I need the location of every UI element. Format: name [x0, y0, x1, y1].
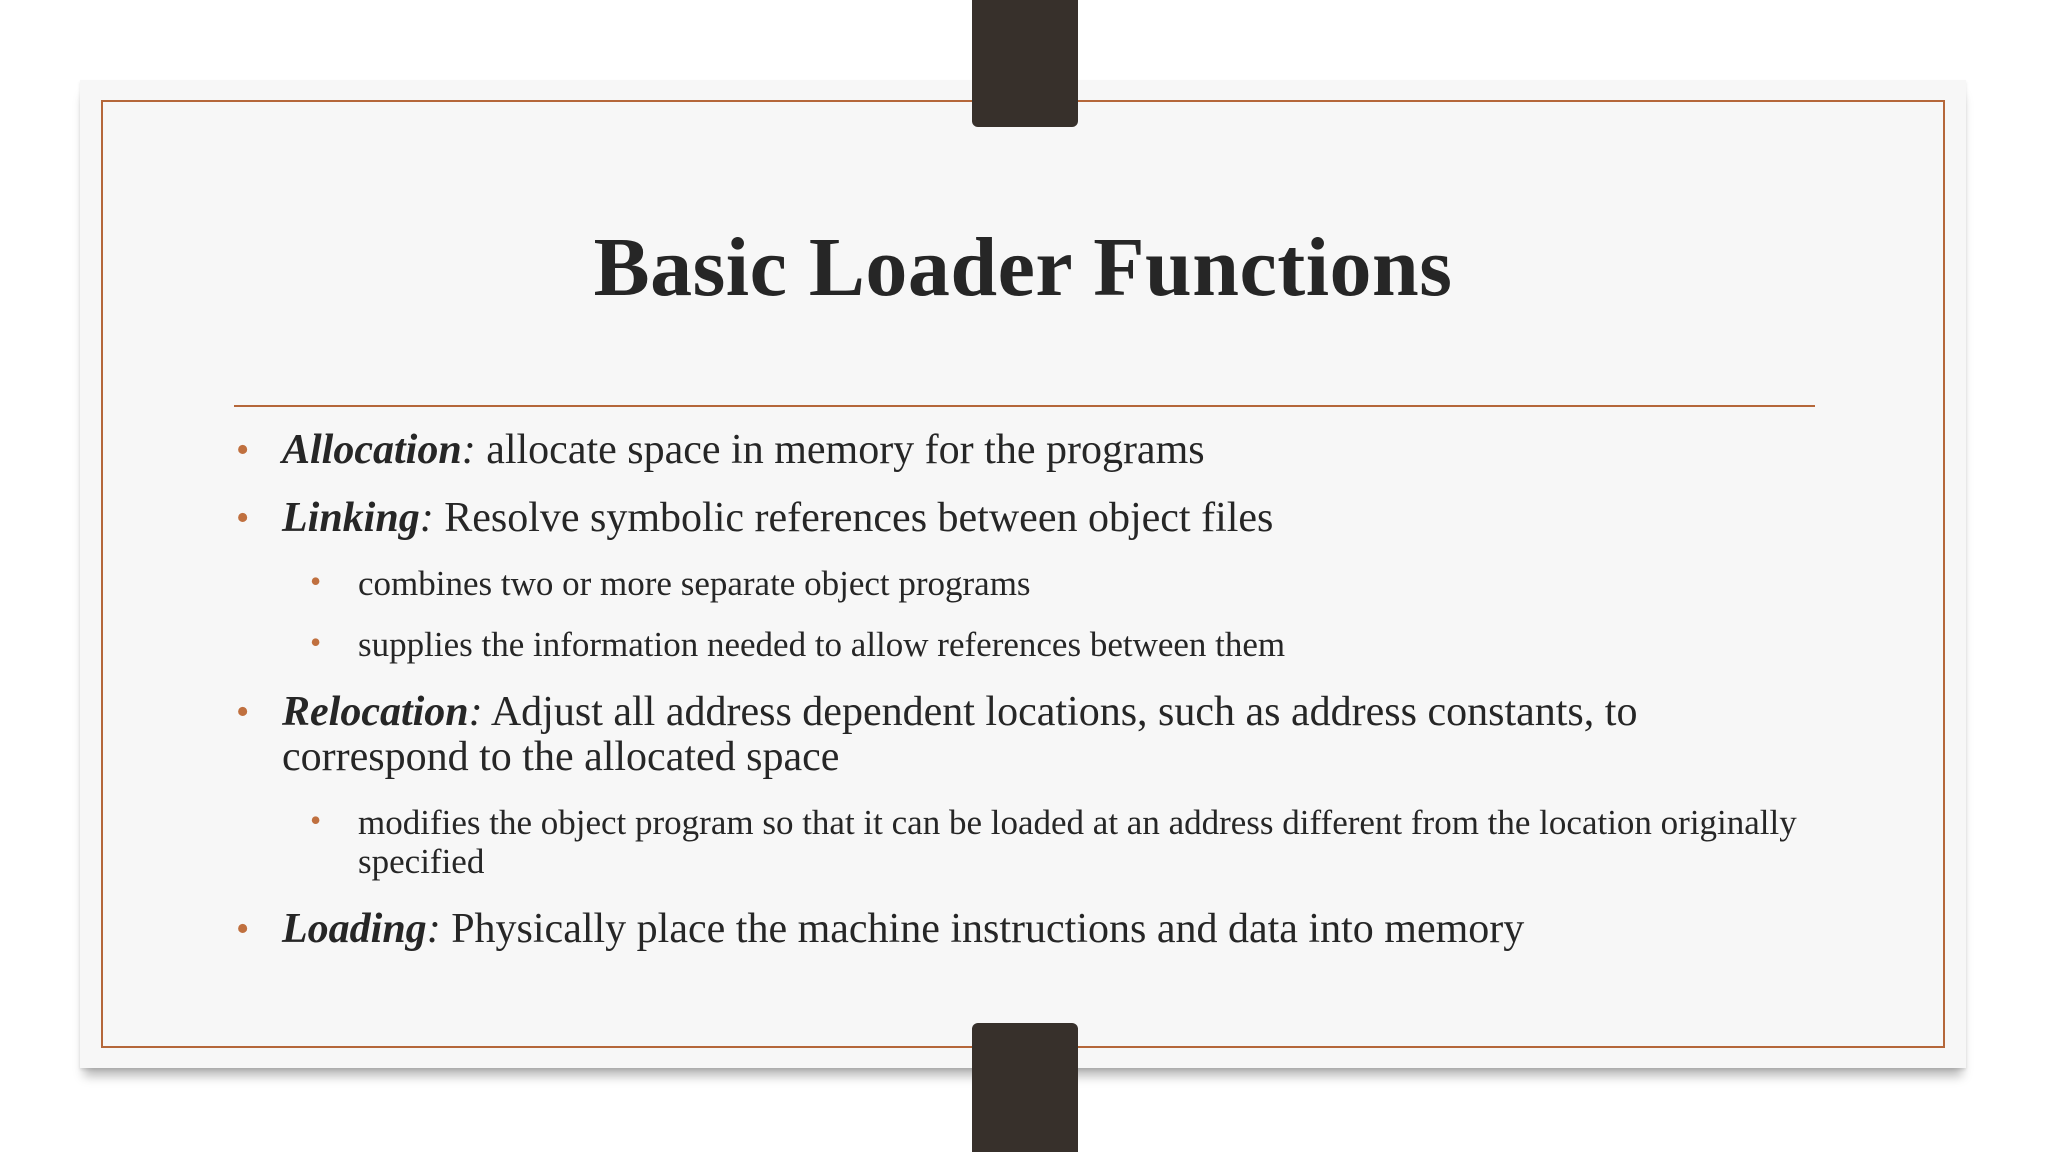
- sub-bullet-text: modifies the object program so that it can be loaded at an address different from the location originally specified: [358, 803, 1797, 881]
- term-separator: :: [468, 689, 483, 735]
- decorative-post-bottom: [972, 1023, 1078, 1152]
- bullet-dot-icon: •: [236, 908, 250, 950]
- bullet-text: Adjust all address dependent locations, such as address constants, to correspond to the allocated space: [282, 689, 1638, 780]
- slide-title: Basic Loader Functions: [593, 221, 1453, 314]
- bullet-dot-icon: •: [236, 429, 250, 471]
- bullet-linking: [236, 496, 1816, 541]
- bullet-list: [236, 428, 1816, 975]
- bullet-text: Physically place the machine instructions and data into memory: [440, 906, 1525, 952]
- bullet-dot-icon: •: [236, 497, 250, 539]
- bullet-text: allocate space in memory for the programs: [475, 427, 1205, 473]
- bullet-allocation: [236, 428, 1816, 473]
- term-loading: Loading: [282, 906, 427, 952]
- bullet-relocation: [236, 690, 1816, 780]
- sub-bullet-relocation-1: [236, 803, 1816, 881]
- title-divider: [234, 405, 1815, 407]
- sub-bullet-text: supplies the information needed to allow references between them: [358, 625, 1286, 664]
- sub-bullet-linking-2: [236, 625, 1816, 664]
- term-allocation: Allocation: [282, 427, 462, 473]
- term-separator: :: [426, 906, 441, 952]
- bullet-loading: [236, 907, 1816, 952]
- bullet-dot-icon: •: [310, 802, 322, 838]
- term-separator: :: [461, 427, 476, 473]
- bullet-dot-icon: •: [310, 563, 322, 599]
- term-relocation: Relocation: [282, 689, 469, 735]
- bullet-text: Resolve symbolic references between object files: [433, 495, 1274, 541]
- sub-bullet-linking-1: [236, 564, 1816, 603]
- term-separator: :: [419, 495, 434, 541]
- bullet-dot-icon: •: [310, 624, 322, 660]
- bullet-dot-icon: •: [236, 691, 250, 733]
- decorative-post-top: [972, 0, 1078, 127]
- term-linking: Linking: [282, 495, 420, 541]
- sub-bullet-text: combines two or more separate object programs: [358, 564, 1031, 603]
